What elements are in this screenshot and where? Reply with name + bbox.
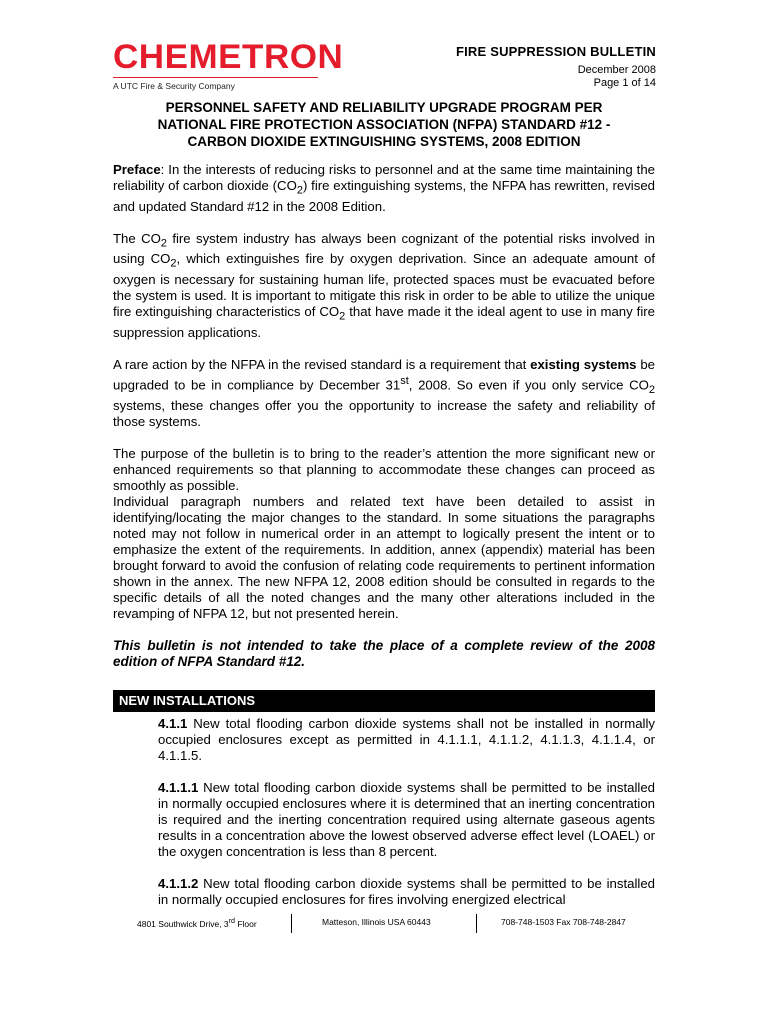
disclaimer-note: This bulletin is not intended to take the place of a complete review of the 2008 edition of NFPA Standard #12.: [113, 637, 655, 669]
title-line-1: PERSONNEL SAFETY AND RELIABILITY UPGRADE PROGRAM PER: [165, 100, 603, 115]
title-line-3: CARBON DIOXIDE EXTINGUISHING SYSTEMS, 2008 EDITION: [187, 134, 581, 149]
footer-city: Matteson, Illinois USA 60443: [322, 917, 431, 927]
clause-4-1-1-1: 4.1.1.1 New total flooding carbon dioxide systems shall be permitted to be installed in normally occupied enclosures where it is determined that an inerting concentration is required and the inerting concentration required using alternate gaseous agents results in a concentration above the lowest observed adverse effect level (LOAEL) or the oxygen concentration is less than 8 percent.: [158, 779, 655, 859]
footer-divider: [291, 914, 292, 933]
footer-phone: 708-748-1503 Fax 708-748-2847: [501, 917, 626, 927]
preface-paragraph: Preface: In the interests of reducing risks to personnel and at the same time maintaining the reliability of carbon dioxide $(CO_2)$ fire extinguishing systems, the NFPA has rewritten, revised and updated Standard #12 in the 2008 Edition.: [113, 162, 655, 214]
purpose-paragraph: The purpose of the bulletin is to bring to the reader’s attention the more significant new or enhanced requirements so that planning to accommodate these changes can proceed as smoothly as possible.: [113, 445, 655, 493]
logo-wordmark: CHEMETRON: [113, 38, 344, 76]
clause-4-1-1: 4.1.1 New total flooding carbon dioxide systems shall not be installed in normally occupied enclosures except as permitted in 4.1.1.1, 4.1.1.2, 4.1.1.3, 4.1.1.4, or 4.1.1.5.: [158, 715, 655, 763]
upgrade-requirement-paragraph: A rare action by the NFPA in the revised standard is a requirement that existing systems be upgraded to be in compliance by December 31st, 2008. So even if you only service $CO_2$ systems, these changes offer you the opportunity to increase the safety and reliability of those systems.: [113, 356, 655, 429]
clause-4-1-1-2: 4.1.1.2 New total flooding carbon dioxide systems shall be permitted to be installed in normally occupied enclosures for fires involving energized electrical: [158, 875, 655, 907]
footer-divider: [476, 914, 477, 933]
section-header-new-installations: NEW INSTALLATIONS: [113, 690, 655, 712]
co2-risk-paragraph: The $CO_2$ fire system industry has always been cognizant of the potential risks involved in using $CO_2$, which extinguishes fire by oxygen deprivation. Since an adequate amount of oxygen is necessary for sustaining human life, protected spaces must be evacuated before the system is used. It is important to mitigate this risk in order to be able to utilize the unique fire extinguishing characteristics of $CO_2$ that have made it the ideal agent to use in many fire suppression applications.: [113, 230, 655, 340]
bulletin-title: FIRE SUPPRESSION BULLETIN: [455, 44, 656, 59]
footer-address: 4801 Southwick Drive, 3rd Floor: [137, 917, 257, 929]
details-paragraph: Individual paragraph numbers and related text have been detailed to assist in identifying/locating the major changes to the standard. In some situations the paragraphs noted may not follow in numerical order in an attempt to logically present the intent or to emphasize the extent of the requirements. In addition, annex (appendix) material has been brought forward to avoid the confusion of relating code requirements to pertinent information shown in the annex. The new NFPA 12, 2008 edition should be consulted in regards to the specific details of all the noted changes and the many other alterations included in the revamping of NFPA 12, but not presented herein.: [113, 493, 655, 621]
chemetron-logo: [113, 38, 344, 91]
document-title: [113, 99, 655, 150]
preface-label: Preface: [113, 162, 161, 177]
document-body: [113, 162, 655, 924]
page-number: Page 1 of 14: [593, 77, 656, 89]
page-footer: [113, 914, 655, 936]
logo-subtitle: A UTC Fire & Security Company: [113, 81, 235, 91]
bulletin-header: [456, 44, 656, 90]
title-line-2: NATIONAL FIRE PROTECTION ASSOCIATION (NFPA) STANDARD #12 -: [157, 117, 611, 132]
bulletin-date: December 2008: [577, 64, 656, 76]
logo-underline: [113, 77, 318, 78]
